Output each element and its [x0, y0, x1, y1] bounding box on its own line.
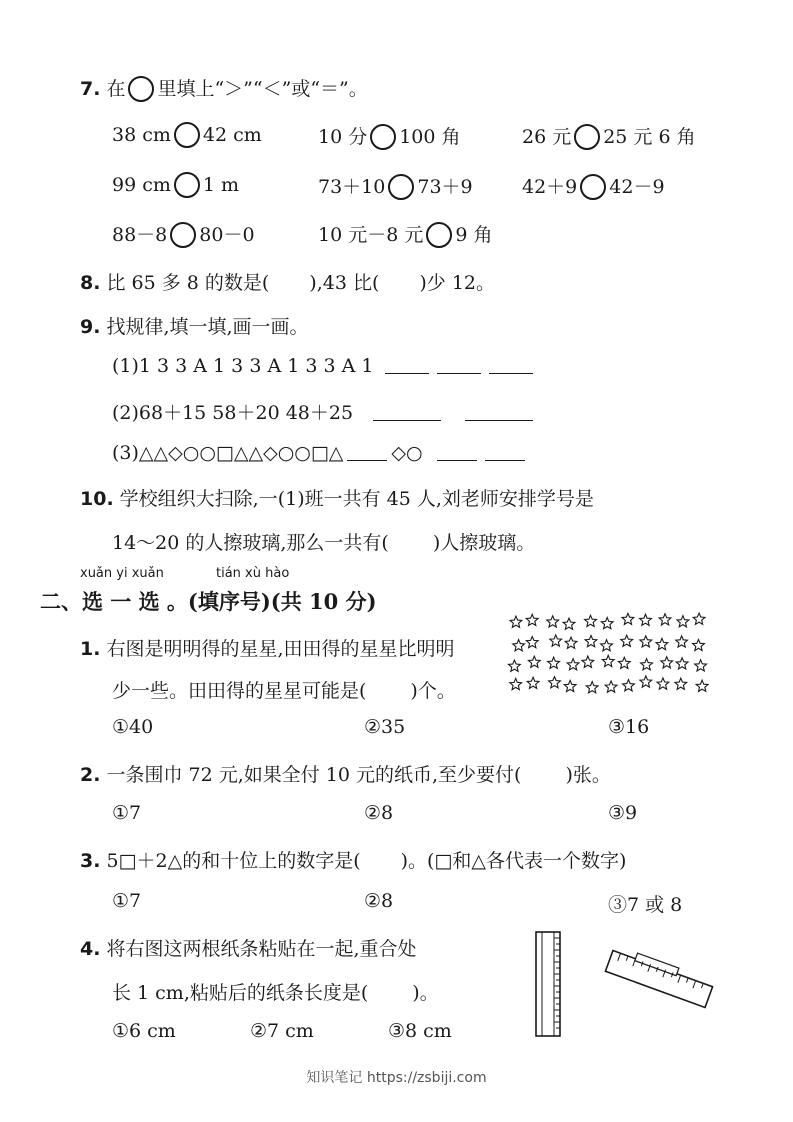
- blank[interactable]: [485, 442, 525, 461]
- star-icon: [586, 682, 598, 693]
- star-icon: [657, 678, 669, 689]
- star-icon: [640, 676, 652, 687]
- s2-line: 2. 一条围巾 72 元,如果全付 10 元的纸币,至少要付( )张。: [80, 764, 611, 786]
- compare-r3-c2: 10 元－8 元 9 角: [318, 224, 493, 246]
- blank[interactable]: [489, 355, 533, 374]
- q7-title: [80, 74, 368, 102]
- q9-title: 9. 找规律,填一填,画一画。: [80, 316, 309, 338]
- star-icon: [640, 636, 652, 647]
- pinyin-b: tián xù hào: [216, 566, 290, 581]
- star-icon: [618, 657, 630, 668]
- pinyin-a: xuǎn yi xuǎn: [80, 566, 164, 581]
- s2-number: 2.: [80, 764, 101, 786]
- s1-option-1: ①40: [112, 716, 154, 738]
- s2-option-1: ①7: [112, 802, 142, 824]
- star-icon: [510, 616, 522, 627]
- compare-r1-c3: 26 元 25 元 6 角: [522, 126, 696, 148]
- compare-r2-c3: 42＋9 42－9: [522, 176, 665, 198]
- s3-line: 3. 5□＋2△的和十位上的数字是( )。(□和△各代表一个数字): [80, 850, 627, 872]
- blank[interactable]: [465, 402, 533, 421]
- compare-r1-c1: 38 cm 42 cm: [112, 124, 262, 146]
- q10-line1: 10. 学校组织大扫除,一(1)班一共有 45 人,刘老师安排学号是: [80, 488, 594, 510]
- s4-option-1: ①6 cm: [112, 1020, 176, 1042]
- s3-option-2: ②8: [364, 890, 394, 912]
- star-icon: [526, 637, 538, 648]
- star-icon: [693, 639, 705, 650]
- star-icon: [547, 616, 559, 627]
- q10-line2: 14～20 的人擦玻璃,那么一共有( )人擦玻璃。: [112, 532, 536, 554]
- answer-circle[interactable]: [580, 174, 606, 200]
- blank[interactable]: [437, 355, 481, 374]
- s2-option-3: ③9: [608, 802, 638, 824]
- star-icon: [661, 657, 673, 668]
- compare-r3-c1: 88－8 80－0: [112, 224, 255, 246]
- s3-option-3: ③7 或 8: [608, 894, 683, 916]
- s1-number: 1.: [80, 638, 101, 660]
- s3-option-1: ①7: [112, 890, 142, 912]
- star-icon: [565, 637, 577, 648]
- s2-option-2: ②8: [364, 802, 394, 824]
- star-icon: [548, 657, 560, 668]
- s3-number: 3.: [80, 850, 101, 872]
- s4-option-3: ③8 cm: [388, 1020, 452, 1042]
- q8-number: 8.: [80, 272, 101, 294]
- star-icon: [676, 658, 688, 669]
- q10-number: 10.: [80, 488, 114, 510]
- star-icon: [623, 680, 635, 691]
- star-icon: [677, 616, 689, 627]
- q9-pattern-2: (2)68＋15 58＋20 48＋25: [112, 398, 537, 425]
- star-icon: [676, 636, 688, 647]
- star-icon: [526, 614, 538, 625]
- answer-circle[interactable]: [170, 222, 196, 248]
- star-icon: [656, 638, 668, 649]
- s1-option-2: ②35: [364, 716, 406, 738]
- answer-circle[interactable]: [426, 222, 452, 248]
- s1-option-3: ③16: [608, 716, 650, 738]
- s4-option-2: ②7 cm: [250, 1020, 314, 1042]
- star-icon: [601, 618, 613, 629]
- s4-line1: 4. 将右图这两根纸条粘贴在一起,重合处: [80, 938, 417, 960]
- star-icon: [641, 659, 653, 670]
- section-2-title: 二、选 一 选 。(填序号)(共 10 分): [40, 589, 377, 614]
- star-icon: [510, 678, 522, 689]
- star-icon: [513, 640, 525, 651]
- star-icon: [550, 635, 562, 646]
- q7-text-a: 在: [106, 78, 126, 100]
- footer-watermark: 知识笔记 https://zsbiji.com: [306, 1070, 487, 1086]
- star-icon: [582, 656, 594, 667]
- compare-r2-c2: 73＋10 73＋9: [318, 176, 473, 198]
- s1-line2: 少一些。田田得的星星可能是( )个。: [112, 680, 456, 702]
- star-icon: [509, 660, 521, 671]
- star-icon: [621, 635, 633, 646]
- ruler-icon: [600, 946, 718, 1012]
- star-icon: [693, 613, 705, 624]
- star-icon: [640, 614, 652, 625]
- star-icon: [563, 618, 575, 629]
- blank[interactable]: [347, 442, 387, 461]
- s1-line1: 1. 右图是明明得的星星,田田得的星星比明明: [80, 638, 455, 660]
- star-icon: [601, 640, 613, 651]
- compare-r1-c2: 10 分 100 角: [318, 126, 461, 148]
- blank[interactable]: [373, 402, 441, 421]
- circle-icon: [128, 76, 154, 102]
- star-icon: [585, 636, 597, 647]
- star-icon: [605, 681, 617, 692]
- star-icon: [696, 680, 708, 691]
- star-icon: [528, 656, 540, 667]
- star-icon: [549, 677, 561, 688]
- stars-figure: [506, 610, 716, 698]
- answer-circle[interactable]: [174, 172, 200, 198]
- answer-circle[interactable]: [174, 122, 200, 148]
- star-icon: [675, 678, 687, 689]
- q9-pattern-3: (3)△△◇○○□△△◇○○□△ ◇○: [112, 442, 529, 464]
- s4-number: 4.: [80, 938, 101, 960]
- q9-number: 9.: [80, 316, 101, 338]
- star-icon: [527, 677, 539, 688]
- answer-circle[interactable]: [388, 174, 414, 200]
- star-icon: [659, 614, 671, 625]
- answer-circle[interactable]: [574, 124, 600, 150]
- compare-r2-c1: 99 cm 1 m: [112, 174, 240, 196]
- star-icon: [567, 659, 579, 670]
- star-icon: [622, 613, 634, 624]
- blank[interactable]: [437, 442, 477, 461]
- star-icon: [695, 660, 707, 671]
- star-icon: [602, 655, 614, 666]
- q9-pattern-1: (1)1 3 3 A 1 3 3 A 1 3 3 A 1: [112, 355, 537, 377]
- star-icon: [585, 615, 597, 626]
- q8: 8. 比 65 多 8 的数是( ),43 比( )少 12。: [80, 272, 496, 294]
- s4-line2: 长 1 cm,粘贴后的纸条长度是( )。: [112, 982, 439, 1004]
- star-icon: [564, 680, 576, 691]
- q7-text-b: 里填上“＞”“＜”或“＝”。: [157, 78, 368, 100]
- answer-circle[interactable]: [370, 124, 396, 150]
- q7-number: 7.: [80, 78, 101, 100]
- blank[interactable]: [385, 355, 429, 374]
- vertical-paper-strip-icon: [526, 928, 570, 1040]
